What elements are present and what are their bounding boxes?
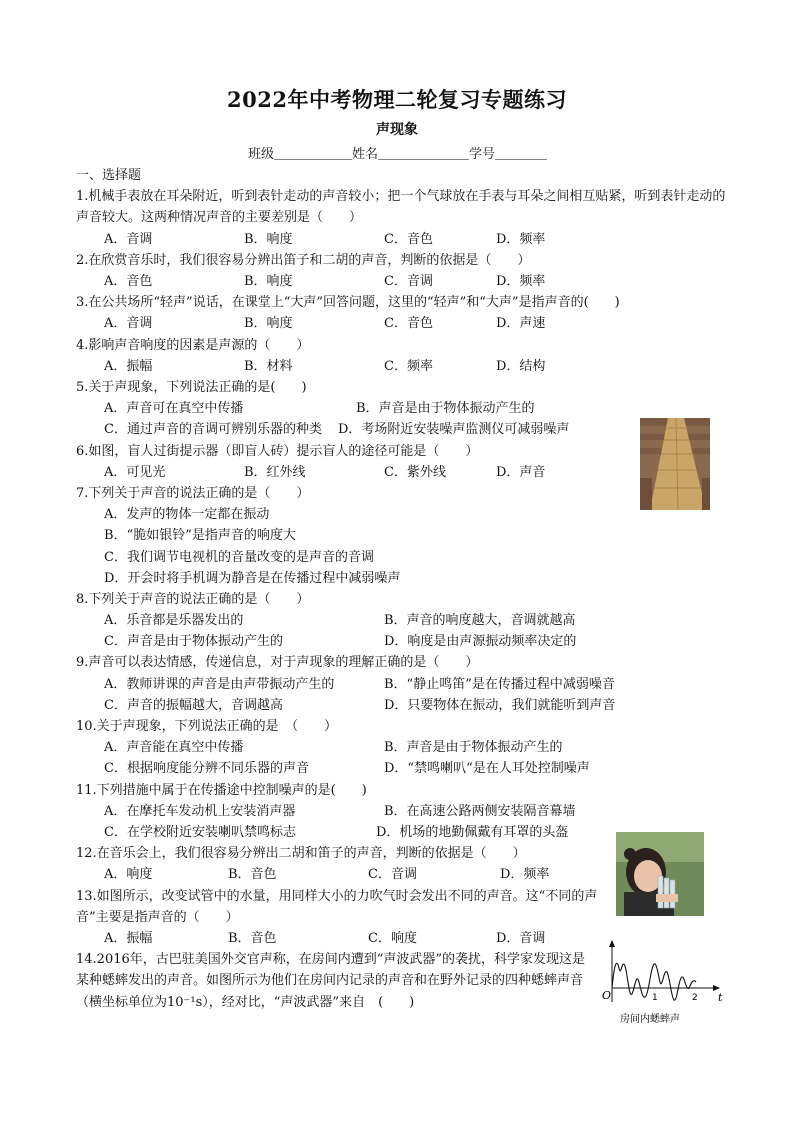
option: D．只要物体在振动，我们就能听到声音 <box>384 697 616 713</box>
option: D．“禁鸣喇叭“是在人耳处控制噪声 <box>384 761 590 777</box>
option: A．声音可在真空中传播 <box>104 401 244 417</box>
option-row <box>76 398 726 419</box>
option: C．音调 <box>368 867 417 883</box>
option-row <box>76 313 726 334</box>
option: A．响度 <box>104 867 153 883</box>
option: B．声音是由于物体振动产生的 <box>384 740 563 756</box>
option: A．发声的物体一定都在振动 <box>104 507 270 523</box>
option: B．在高速公路两侧安装隔音幕墙 <box>384 803 576 819</box>
option: D．频率 <box>496 274 546 289</box>
option: A．音调 <box>104 316 153 332</box>
option: D．机场的地勤佩戴有耳罩的头盔 <box>376 825 569 841</box>
option-row <box>76 631 726 652</box>
axis-origin-label: O <box>602 989 612 1002</box>
option-row <box>76 674 726 695</box>
student-info-line: 班级＿＿＿＿＿＿姓名＿＿＿＿＿＿＿学号＿＿＿＿ <box>248 147 548 162</box>
option: A．教师讲课的声音是由声带振动产生的 <box>104 676 335 692</box>
question-text: 4.影响声音响度的因素是声源的（ ） <box>76 337 310 353</box>
option: D．考场附近安装噪声监测仪可减弱噪声 <box>338 422 570 438</box>
option-row <box>76 271 726 292</box>
option-row <box>76 737 726 758</box>
y-axis-arrow <box>609 940 615 947</box>
question-text: 3.在公共场所“轻声”说话，在课堂上“大声”回答问题，这里的“轻声”和“大声”是指声音的( ) <box>76 295 620 311</box>
option: C．在学校附近安装喇叭禁鸣标志 <box>104 825 296 841</box>
page-title: 2022年中考物理二轮复习专题练习 <box>227 87 567 112</box>
option: C．通过声音的音调可辨别乐器的种类 <box>104 422 322 438</box>
option: A．乐音都是乐器发出的 <box>104 613 244 629</box>
option: D．声音 <box>496 464 546 480</box>
option: D．音调 <box>496 931 546 946</box>
option-row <box>76 758 726 779</box>
option-row <box>76 229 726 250</box>
option: D．结构 <box>496 358 546 374</box>
option: B．材料 <box>244 358 293 374</box>
option-row <box>76 419 726 440</box>
option: B．响度 <box>244 231 293 247</box>
option: C．音色 <box>384 231 433 247</box>
figure-caption: 房间内蟋蟀声 <box>620 1014 680 1025</box>
option: B．音色 <box>228 867 277 883</box>
option: C．频率 <box>384 358 433 374</box>
option-row <box>76 801 726 822</box>
question-text: 2.在欣赏音乐时，我们很容易分辨出笛子和二胡的声音，判断的依据是（ ） <box>76 252 531 268</box>
cricket-waveform-figure <box>598 938 728 1028</box>
option: B．音色 <box>228 931 277 946</box>
option-row <box>76 610 726 631</box>
question-text: 10.关于声现象，下列说法正确的是 （ ） <box>76 719 338 735</box>
question-text: 7.下列关于声音的说法正确的是（ ） <box>76 485 310 501</box>
tick-label-2: 2 <box>692 993 698 1003</box>
option: A．音调 <box>104 231 153 247</box>
option-row <box>76 695 726 716</box>
option-row <box>76 504 726 525</box>
option: C．音色 <box>384 316 433 332</box>
option: D．声速 <box>496 316 546 332</box>
axis-t-label: t <box>718 991 723 1004</box>
option: B．响度 <box>244 316 293 332</box>
option: A．音色 <box>104 274 153 289</box>
question-text: 1.机械手表放在耳朵附近，听到表针走动的声音较小；把一个气球放在手表与耳朵之间相互贴紧，听到表针走动的声音较大。这两种情况声音的主要差别是（ ） <box>76 189 726 226</box>
option: C．我们调节电视机的音量改变的是声音的音调 <box>104 549 374 565</box>
option: C．响度 <box>368 931 417 946</box>
option: A．声音能在真空中传播 <box>104 740 244 756</box>
question-text: 6.如图，盲人过街提示器（即盲人砖）提示盲人的途径可能是（ ） <box>76 443 479 459</box>
option: C．根据响度能分辨不同乐器的声音 <box>104 761 309 777</box>
question-text: 9.声音可以表达情感，传递信息，对于声现象的理解正确的是（ ） <box>76 655 479 671</box>
option: D．开会时将手机调为静音是在传播过程中减弱噪声 <box>104 570 401 586</box>
option-row <box>76 547 726 568</box>
option: C．声音的振幅越大，音调越高 <box>104 697 283 713</box>
question-text: 12.在音乐会上，我们很容易分辨出二胡和笛子的声音，判断的依据是（ ） <box>76 846 526 862</box>
question-text: 14.2016年，古巴驻美国外交官声称，在房间内遭到“声波武器”的袭扰，科学家发现这是某种蟋蟀发出的声音。如图所示为他们在房间内记录的声音和在野外记录的四种蟋蟀声音（横坐标单位为10⁻¹s），经对比，“声波武器”来自 ( ) <box>76 952 586 1010</box>
girl-blowing-tubes-photo <box>616 832 704 916</box>
option-row <box>76 568 726 589</box>
option: B．“静止鸣笛”是在传播过程中减弱噪音 <box>384 676 615 692</box>
option: A．在摩托车发动机上安装消声器 <box>104 803 296 819</box>
option-row <box>76 462 726 483</box>
question-text: 5.关于声现象，下列说法正确的是( ) <box>76 379 307 395</box>
question-text: 13.如图所示，改变试管中的水量，用同样大小的力吹气时会发出不同的声音。这“不同的声音”主要是指声音的（ ） <box>76 888 598 925</box>
option: A．振幅 <box>104 931 153 946</box>
tactile-paving-photo <box>640 418 710 510</box>
option: B．声音是由于物体振动产生的 <box>356 401 535 417</box>
option: B．声音的响度越大，音调就越高 <box>384 613 576 629</box>
option: D．频率 <box>500 867 550 883</box>
option-row <box>76 356 726 377</box>
tick-label-1: 1 <box>652 993 658 1003</box>
option: B．红外线 <box>244 464 306 480</box>
page-subtitle: 声现象 <box>376 122 418 138</box>
question-text: 8.下列关于声音的说法正确的是（ ） <box>76 591 310 607</box>
question-text: 11.下列措施中属于在传播途中控制噪声的是( ) <box>76 782 367 798</box>
option: C．紫外线 <box>384 464 446 480</box>
option: D．频率 <box>496 231 546 247</box>
option-row <box>76 525 726 546</box>
option: A．可见光 <box>104 464 166 480</box>
option: B．“脆如银铃”是指声音的响度大 <box>104 528 296 544</box>
option: A．振幅 <box>104 358 153 374</box>
option: C．声音是由于物体振动产生的 <box>104 634 283 650</box>
option: C．音调 <box>384 274 433 289</box>
section-heading: 一、选择题 <box>76 168 142 183</box>
option: B．响度 <box>244 274 293 289</box>
option: D．响度是由声源振动频率决定的 <box>384 634 577 650</box>
